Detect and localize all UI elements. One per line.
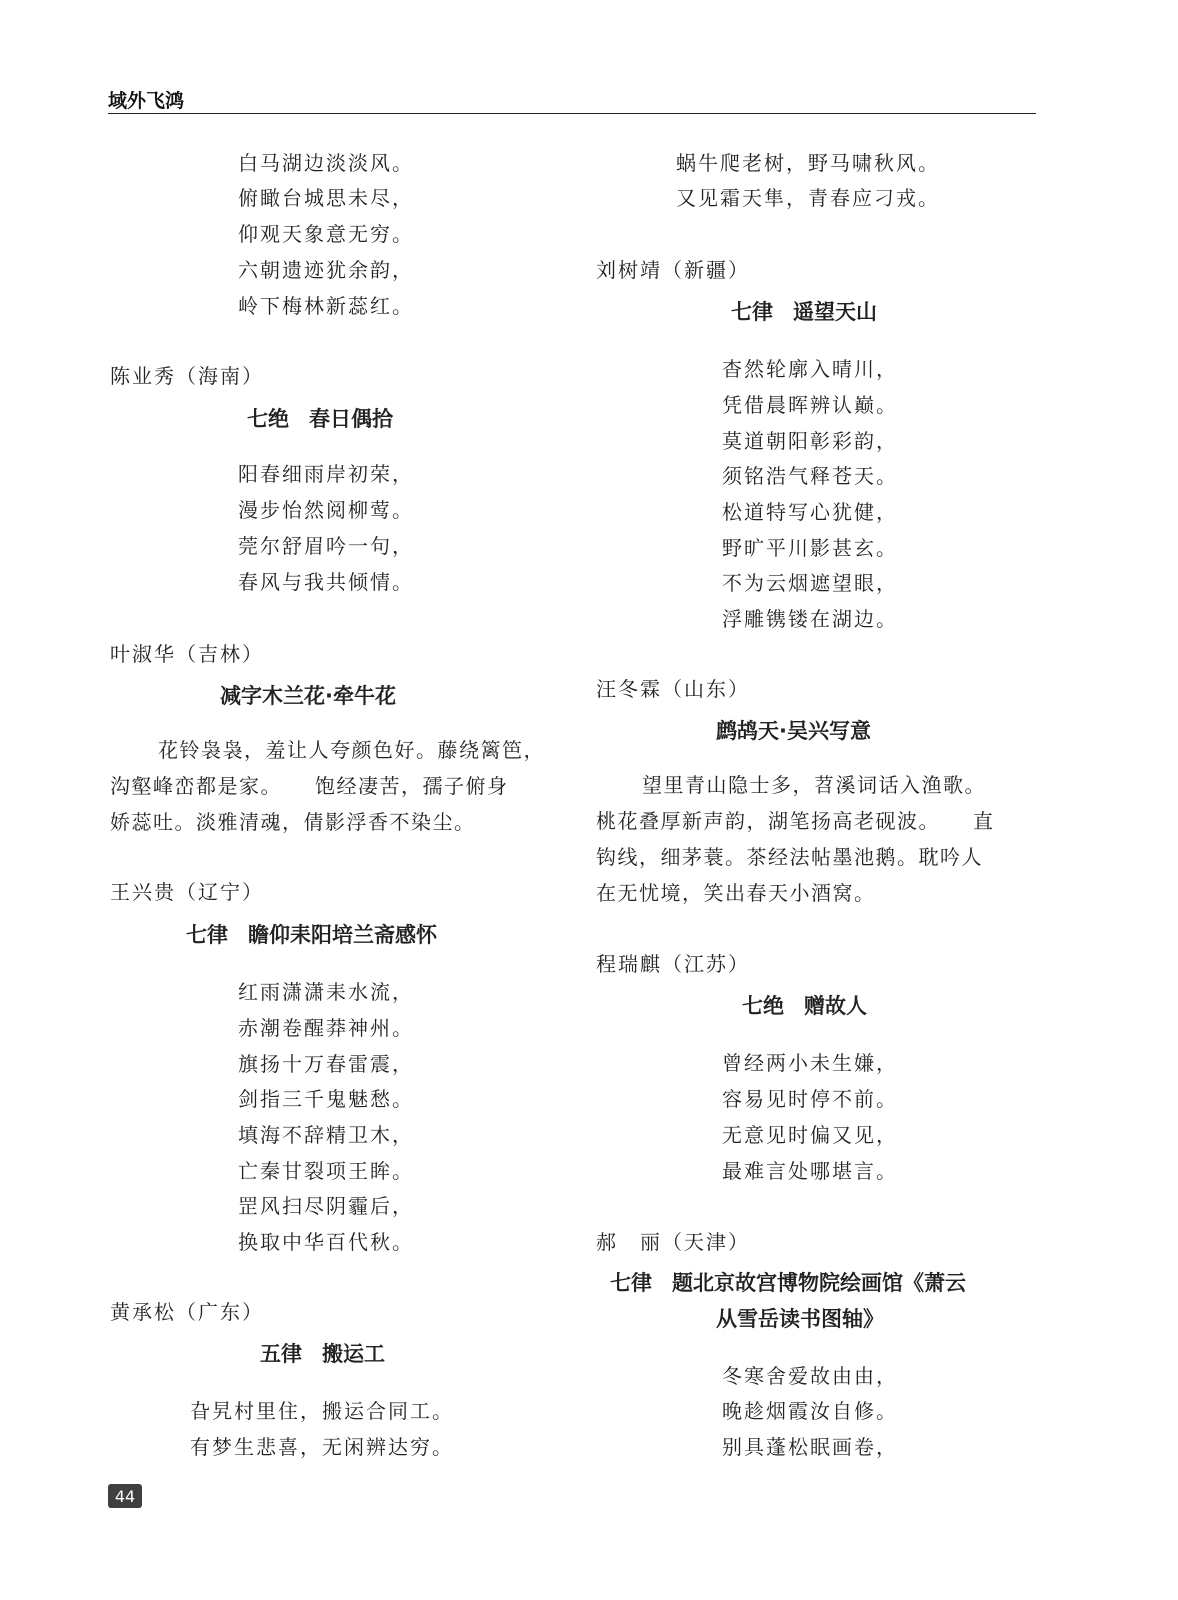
poem-form: 七律	[186, 923, 228, 947]
poem-line: 漫步怡然阅柳莺。	[238, 498, 414, 522]
poem-line: 松道特写心犹健，	[722, 500, 898, 524]
poem-line: 岭下梅林新蕊红。	[238, 294, 414, 318]
header-divider	[108, 113, 1036, 114]
ci-body	[596, 767, 995, 911]
poem-line: 杳然轮廓入晴川，	[722, 357, 898, 381]
poem-line: 冬寒舍爱故由由，	[722, 1364, 898, 1388]
poem-line: 红雨潇潇耒水流，	[238, 980, 414, 1004]
poem-author: 王兴贵（辽宁）	[110, 880, 264, 904]
poem-title	[742, 990, 867, 1020]
ci-line: 望里青山隐士多，苕溪词话入渔歌。	[642, 773, 986, 797]
poem-line: 白马湖边淡淡风。	[238, 151, 414, 175]
ci-line: 沟壑峰峦都是家。 饱经凄苦，孺子俯身	[110, 774, 509, 798]
poem-title	[247, 403, 393, 433]
poem-line: 俯瞰台城思未尽，	[238, 186, 414, 210]
poem-line: 莫道朝阳彰彩韵，	[722, 429, 898, 453]
poem-line: 又见霜天隼，青春应刁戎。	[676, 186, 940, 210]
ci-line: 娇蕊吐。淡雅清魂，倩影浮香不染尘。	[110, 810, 476, 834]
poem-line: 剑指三千鬼魅愁。	[238, 1087, 414, 1111]
poem-title	[186, 919, 437, 949]
poem-line: 蜗牛爬老树，野马啸秋风。	[676, 151, 940, 175]
poem-line: 无意见时偏又见，	[722, 1123, 898, 1147]
poem-title-continued: 从雪岳读书图轴》	[716, 1307, 884, 1331]
poem-line: 最难言处哪堪言。	[722, 1159, 898, 1183]
poem-line: 旮旯村里住，搬运合同工。	[190, 1399, 454, 1423]
ci-body	[110, 732, 545, 840]
poem-line: 春风与我共倾情。	[238, 570, 414, 594]
poem-line: 六朝遗迹犹余韵，	[238, 258, 414, 282]
poem-line: 换取中华百代秋。	[238, 1230, 414, 1254]
poem-title-text: 赠故人	[804, 994, 867, 1018]
poem-author: 程瑞麒（江苏）	[596, 952, 750, 976]
poem-title-text: 搬运工	[322, 1342, 385, 1366]
poem-line: 罡风扫尽阴霾后，	[238, 1194, 414, 1218]
poem-line: 容易见时停不前。	[722, 1087, 898, 1111]
poem-line: 曾经两小未生嫌，	[722, 1051, 898, 1075]
poem-title	[610, 1267, 966, 1297]
poem-author: 汪冬霖（山东）	[596, 677, 750, 701]
poem-line: 晚趁烟霞汝自修。	[722, 1399, 898, 1423]
poem-author: 陈业秀（海南）	[110, 364, 264, 388]
poem-form: 七律	[731, 300, 773, 324]
ci-line: 桃花叠厚新声韵，湖笔扬高老砚波。 直	[596, 809, 995, 833]
poem-form: 五律	[260, 1342, 302, 1366]
poem-title: 鹧鸪天·吴兴写意	[716, 719, 871, 743]
poem-title-text: 春日偶拾	[309, 407, 393, 431]
poem-line: 莞尔舒眉吟一句，	[238, 534, 414, 558]
page-number: 44	[108, 1484, 142, 1508]
section-title: 域外飞鸿	[108, 90, 185, 112]
poem-line: 阳春细雨岸初荣，	[238, 462, 414, 486]
poem-form: 七律	[610, 1271, 652, 1295]
poem-line: 填海不辞精卫木，	[238, 1123, 414, 1147]
poem-title: 减字木兰花·牵牛花	[220, 684, 396, 708]
poem-line: 有梦生悲喜，无闲辨达穷。	[190, 1435, 454, 1459]
poem-form: 七绝	[742, 994, 784, 1018]
poem-author: 叶淑华（吉林）	[110, 642, 264, 666]
poem-line: 浮雕镌镂在湖边。	[722, 607, 898, 631]
poem-line: 野旷平川影甚玄。	[722, 536, 898, 560]
poem-author: 黄承松（广东）	[110, 1300, 264, 1324]
poem-line: 旗扬十万春雷震，	[238, 1052, 414, 1076]
poem-line: 别具蓬松眠画卷，	[722, 1435, 898, 1459]
poem-line: 凭借晨晖辨认巅。	[722, 393, 898, 417]
poem-line: 仰观天象意无穷。	[238, 222, 414, 246]
poem-line: 亡秦甘裂项王眸。	[238, 1159, 414, 1183]
poem-title-text: 遥望天山	[793, 300, 877, 324]
poem-line: 不为云烟遮望眼，	[722, 571, 898, 595]
ci-line: 花铃袅袅，羞让人夸颜色好。藤绕篱笆，	[158, 738, 545, 762]
poem-author: 郝 丽（天津）	[596, 1230, 750, 1254]
poem-title-text: 瞻仰耒阳培兰斋感怀	[248, 923, 437, 947]
poem-form: 七绝	[247, 407, 289, 431]
poem-title	[260, 1338, 385, 1368]
ci-line: 在无忧境，笑出春天小酒窝。	[596, 881, 876, 905]
poem-author: 刘树靖（新疆）	[596, 258, 750, 282]
poem-line: 赤潮卷醒莽神州。	[238, 1016, 414, 1040]
poem-title-text: 题北京故宫博物院绘画馆《萧云	[672, 1271, 966, 1295]
ci-line: 钩线，细茅蓑。茶经法帖墨池鹅。耽吟人	[596, 845, 983, 869]
poem-title	[731, 296, 877, 326]
poem-line: 须铭浩气释苍天。	[722, 464, 898, 488]
